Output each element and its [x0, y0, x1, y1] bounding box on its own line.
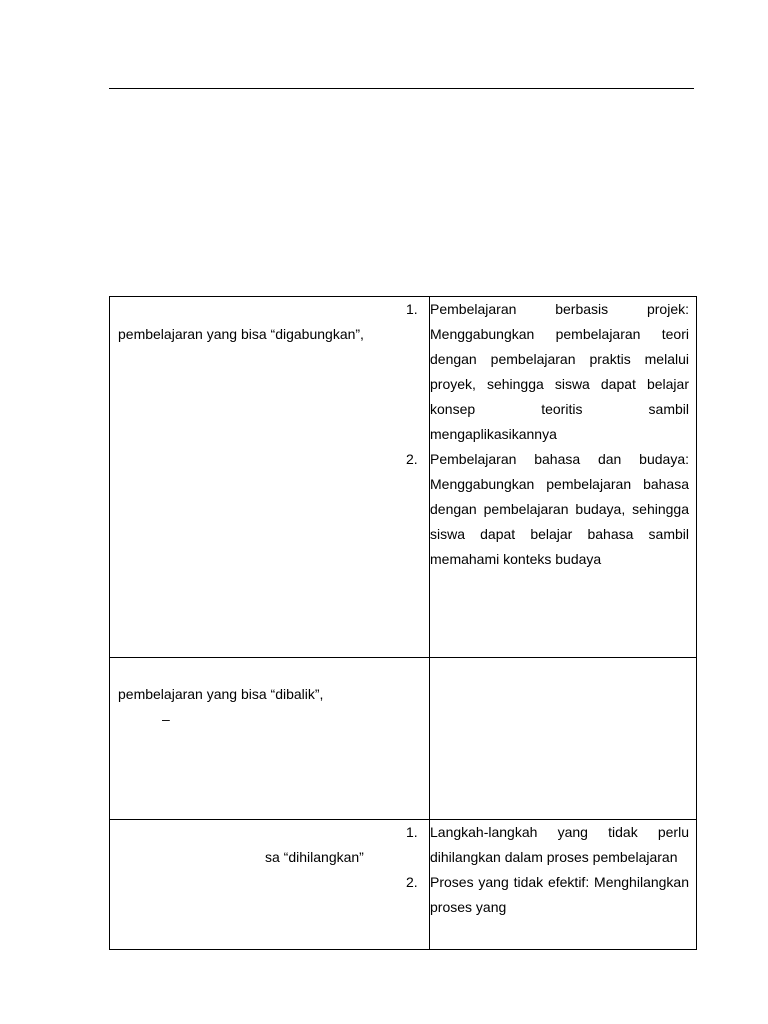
list-item	[406, 447, 689, 572]
list-item	[406, 297, 689, 447]
row-label: sa “dihilangkan”	[265, 849, 364, 865]
list-item	[406, 870, 689, 920]
content-table	[109, 296, 697, 950]
list-item	[406, 820, 689, 870]
list-number: 2.	[406, 451, 418, 467]
list-text: Pembelajaran bahasa dan budaya: Menggabungkan pembelajaran bahasa dengan pembelajaran budaya, sehingga siswa dapat belajar bahasa sambil memahami konteks budaya	[430, 451, 689, 567]
right-cell	[406, 297, 697, 658]
list-number: 1.	[406, 301, 418, 317]
dash-mark: –	[162, 711, 170, 727]
left-cell	[110, 658, 430, 820]
row-label: pembelajaran yang bisa “dibalik”,	[118, 686, 324, 702]
list-number: 2.	[406, 874, 418, 890]
header-rule	[109, 88, 694, 89]
table-row	[110, 297, 697, 658]
table-row	[110, 820, 697, 950]
list-text: Langkah-langkah yang tidak perlu dihilangkan dalam proses pembelajaran	[430, 824, 689, 865]
numbered-list	[406, 820, 689, 920]
list-text: Pembelajaran berbasis projek: Menggabungkan pembelajaran teori dengan pembelajaran praktis melalui proyek, sehingga siswa dapat belajar konsep teoritis sambil mengaplikasikannya	[430, 301, 689, 442]
left-cell	[110, 820, 430, 950]
numbered-list	[406, 297, 689, 572]
row-label: pembelajaran yang bisa “digabungkan”,	[118, 326, 364, 342]
left-cell	[110, 297, 430, 658]
table-row	[110, 658, 697, 820]
list-text: Proses yang tidak efektif: Menghilangkan proses yang	[430, 874, 689, 915]
right-cell-empty	[430, 658, 697, 820]
list-number: 1.	[406, 824, 418, 840]
right-cell	[406, 820, 697, 950]
